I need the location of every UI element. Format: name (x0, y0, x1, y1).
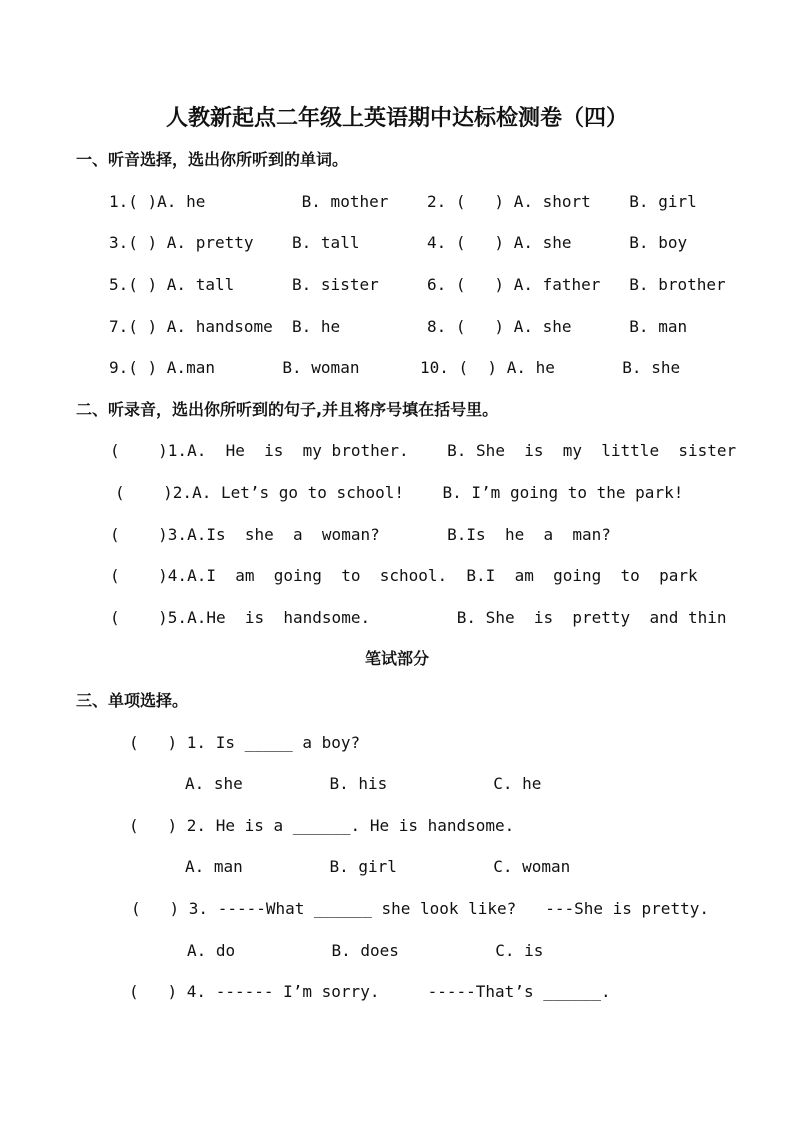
multiple-choice-question: ( ) 4. ------ I’m sorry. -----That’s ______. (129, 982, 611, 1001)
listening-sentence-item: ( )3.A.Is she a woman? B.Is he a man? (110, 525, 611, 544)
listening-sentence-item: ( )5.A.He is handsome. B. She is pretty and thin (110, 608, 727, 627)
listening-word-item: 1.( )A. he B. mother (109, 192, 389, 211)
section-3-heading: 三、单项选择。 (76, 691, 189, 710)
listening-word-item: 2. ( ) A. short B. girl (427, 192, 697, 211)
multiple-choice-question: ( ) 1. Is _____ a boy? (129, 733, 361, 752)
listening-word-item: 3.( ) A. pretty B. tall (109, 233, 360, 252)
listening-sentence-item: ( )2.A. Let’s go to school! B. I’m going to the park! (115, 483, 684, 502)
listening-word-item: 10. ( ) A. he B. she (420, 358, 681, 377)
listening-sentence-item: ( )4.A.I am going to school. B.I am going to park (110, 566, 698, 585)
listening-word-item: 4. ( ) A. she B. boy (427, 233, 688, 252)
multiple-choice-options: A. man B. girl C. woman (185, 857, 571, 876)
multiple-choice-question: ( ) 3. -----What ______ she look like? ---She is pretty. (131, 899, 709, 918)
listening-word-item: 9.( ) A.man B. woman (109, 358, 360, 377)
section-2-heading: 二、听录音，选出你所听到的句子,并且将序号填在括号里。 (76, 400, 499, 419)
listening-word-item: 6. ( ) A. father B. brother (427, 275, 726, 294)
listening-word-item: 7.( ) A. handsome B. he (109, 317, 341, 336)
multiple-choice-options: A. do B. does C. is (187, 941, 544, 960)
section-1-heading: 一、听音选择，选出你所听到的单词。 (76, 150, 349, 169)
page-title: 人教新起点二年级上英语期中达标检测卷（四） (165, 105, 628, 131)
multiple-choice-options: A. she B. his C. he (185, 774, 542, 793)
listening-word-item: 8. ( ) A. she B. man (427, 317, 688, 336)
listening-sentence-item: ( )1.A. He is my brother. B. She is my little sister (110, 441, 737, 460)
multiple-choice-question: ( ) 2. He is a ______. He is handsome. (129, 816, 515, 835)
listening-word-item: 5.( ) A. tall B. sister (109, 275, 379, 294)
written-part-heading: 笔试部分 (364, 649, 429, 668)
